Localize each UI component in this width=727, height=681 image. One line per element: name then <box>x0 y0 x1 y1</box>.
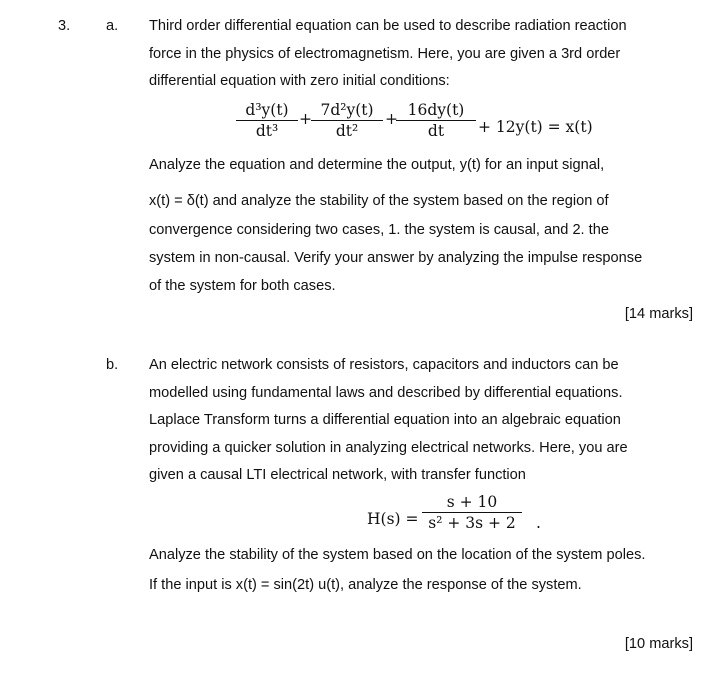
eq-plus-1: + <box>299 110 312 128</box>
question-number: 3. <box>58 18 71 34</box>
part-b-label: b. <box>106 357 119 373</box>
part-b-para-line-4: providing a quicker solution in analyzing electrical networks. Here, you are <box>149 440 628 456</box>
tf-fraction <box>422 493 522 532</box>
part-a-label: a. <box>106 18 119 34</box>
part-a-para-line-4: system in non-causal. Verify your answer by analyzing the impulse response <box>149 250 643 266</box>
eq-plus-2: + <box>385 110 398 128</box>
part-a-para-line-2: x(t) = δ(t) and analyze the stability of the system based on the region of <box>149 193 609 209</box>
tf-tail: . <box>536 514 541 532</box>
tf-numerator: s + 10 <box>422 493 522 513</box>
eq-term-3-numerator: 16dy(t) <box>396 101 476 121</box>
tf-denominator: s² + 3s + 2 <box>428 514 516 532</box>
part-a-para-line-1: Analyze the equation and determine the output, y(t) for an input signal, <box>149 157 605 173</box>
part-b-para-line-2: modelled using fundamental laws and described by differential equations. <box>149 385 623 401</box>
part-a-line-3: differential equation with zero initial conditions: <box>149 73 450 89</box>
eq-term-1-denominator: dt³ <box>255 122 279 140</box>
eq-term-2 <box>311 101 383 140</box>
part-a-para-line-5: of the system for both cases. <box>149 278 336 294</box>
eq-term-1-numerator: d³y(t) <box>236 101 298 121</box>
part-b-para-line-5: given a causal LTI electrical network, with transfer function <box>149 467 526 483</box>
part-b-para2-line-1: Analyze the stability of the system based on the location of the system poles. <box>149 547 646 563</box>
eq-term-2-numerator: 7d²y(t) <box>311 101 383 121</box>
part-a-marks: [14 marks] <box>624 306 693 322</box>
eq-term-3-denominator: dt <box>427 122 445 140</box>
part-b-para-line-1: An electric network consists of resistors, capacitors and inductors can be <box>149 357 619 373</box>
part-b-para2-line-2: If the input is x(t) = sin(2t) u(t), analyze the response of the system. <box>149 577 582 593</box>
part-b-marks: [10 marks] <box>624 636 693 652</box>
eq-term-1 <box>236 101 298 140</box>
part-b-para-line-3: Laplace Transform turns a differential equation into an algebraic equation <box>149 412 621 428</box>
eq-term-3 <box>396 101 476 140</box>
tf-lhs: H(s) = <box>367 510 419 528</box>
part-a-line-2: force in the physics of electromagnetism. Here, you are given a 3rd order <box>149 46 621 62</box>
part-a-line-1: Third order differential equation can be used to describe radiation reaction <box>149 18 627 34</box>
part-a-para-line-3: convergence considering two cases, 1. the system is causal, and 2. the <box>149 222 609 238</box>
eq-term-2-denominator: dt² <box>335 122 359 140</box>
eq-rest: + 12y(t) = x(t) <box>478 118 593 136</box>
